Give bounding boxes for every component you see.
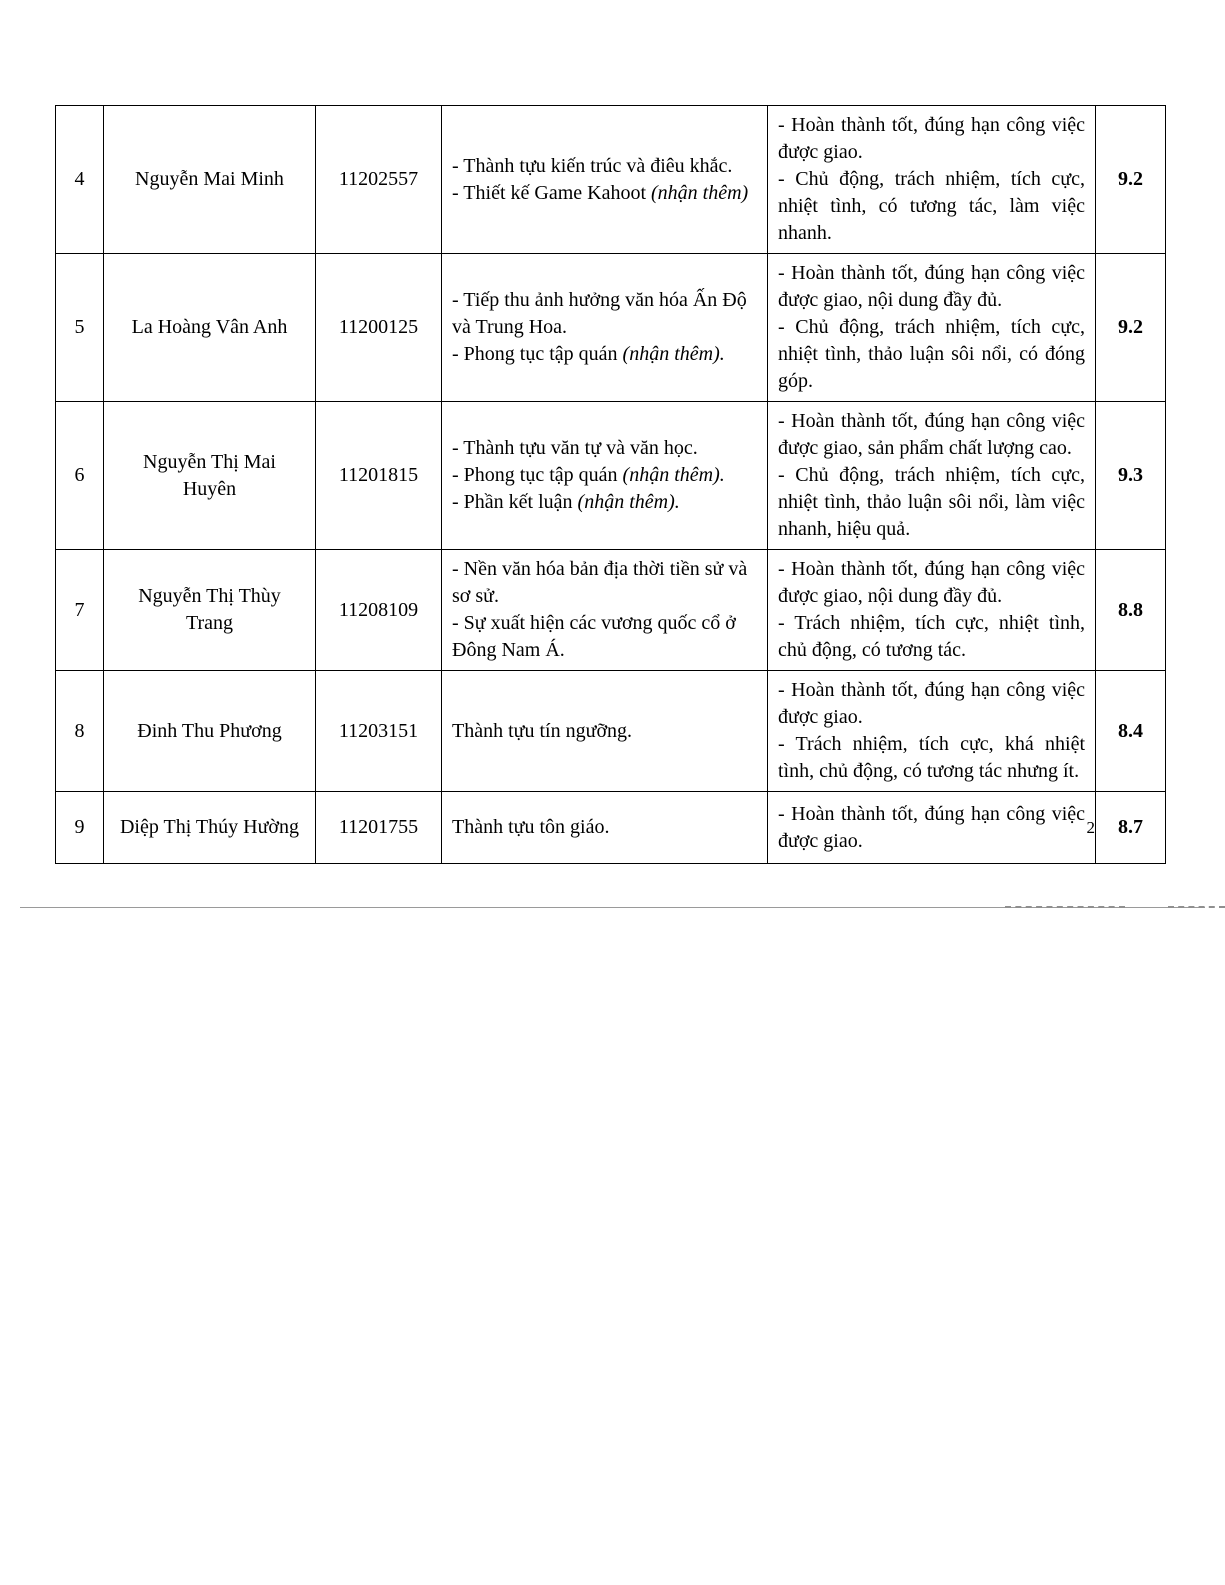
evaluation-cell bbox=[768, 402, 1096, 550]
evaluation-line: - Hoàn thành tốt, đúng hạn công việc được giao, sản phẩm chất lượng cao. bbox=[778, 410, 1085, 459]
evaluation-cell bbox=[768, 792, 1096, 864]
grades-table bbox=[55, 105, 1166, 864]
task-text: Thành tựu tín ngưỡng. bbox=[452, 719, 633, 742]
student-id-cell: 11201815 bbox=[316, 402, 442, 550]
score-cell: 8.4 bbox=[1096, 671, 1166, 792]
index-cell: 7 bbox=[56, 550, 104, 671]
evaluation-cell bbox=[768, 671, 1096, 792]
task-cell bbox=[442, 792, 768, 864]
task-cell bbox=[442, 402, 768, 550]
task-note: (nhận thêm). bbox=[622, 343, 725, 365]
student-id-cell: 11201755 bbox=[316, 792, 442, 864]
student-id-cell: 11208109 bbox=[316, 550, 442, 671]
task-text: - Phong tục tập quán bbox=[452, 343, 623, 365]
task-text: - Nền văn hóa bản địa thời tiền sử và sơ sử. bbox=[452, 558, 748, 607]
evaluation-line: - Chủ động, trách nhiệm, tích cực, nhiệt tình, thảo luận sôi nổi, có đóng góp. bbox=[778, 316, 1085, 392]
task-line bbox=[452, 435, 757, 462]
table-row bbox=[56, 402, 1166, 550]
name-cell: Diệp Thị Thúy Hường bbox=[104, 792, 316, 864]
index-cell: 5 bbox=[56, 254, 104, 402]
table-row bbox=[56, 792, 1166, 864]
score-cell: 9.2 bbox=[1096, 106, 1166, 254]
name-cell: La Hoàng Vân Anh bbox=[104, 254, 316, 402]
index-cell: 9 bbox=[56, 792, 104, 864]
task-text: - Phong tục tập quán bbox=[452, 464, 623, 486]
student-id-cell: 11200125 bbox=[316, 254, 442, 402]
task-line bbox=[452, 718, 757, 745]
task-text: - Thiết kế Game Kahoot bbox=[452, 181, 652, 204]
task-cell bbox=[442, 106, 768, 254]
score-cell: 9.2 bbox=[1096, 254, 1166, 402]
student-id-cell: 11203151 bbox=[316, 671, 442, 792]
evaluation-line: - Trách nhiệm, tích cực, khá nhiệt tình, chủ động, có tương tác nhưng ít. bbox=[778, 733, 1085, 782]
task-cell bbox=[442, 254, 768, 402]
index-cell: 4 bbox=[56, 106, 104, 254]
student-id-cell: 11202557 bbox=[316, 106, 442, 254]
task-text: Thành tựu tôn giáo. bbox=[452, 816, 610, 838]
task-note: (nhận thêm). bbox=[622, 464, 725, 486]
task-text: - Tiếp thu ảnh hưởng văn hóa Ấn Độ và Trung Hoa. bbox=[452, 289, 747, 338]
task-line bbox=[452, 153, 757, 180]
page-break-dashes bbox=[1168, 906, 1225, 908]
index-cell: 6 bbox=[56, 402, 104, 550]
task-text: - Thành tựu văn tự và văn học. bbox=[452, 437, 698, 459]
page-number: 2 bbox=[1086, 818, 1095, 837]
score-cell: 8.7 bbox=[1096, 792, 1166, 864]
task-line bbox=[452, 556, 757, 610]
table-row bbox=[56, 550, 1166, 671]
task-cell bbox=[442, 550, 768, 671]
evaluation-line: - Hoàn thành tốt, đúng hạn công việc được giao. bbox=[778, 679, 1085, 728]
name-cell: Nguyễn Thị Mai Huyên bbox=[104, 402, 316, 550]
task-line bbox=[452, 462, 757, 489]
task-note: (nhận thêm) bbox=[651, 181, 749, 204]
evaluation-cell bbox=[768, 550, 1096, 671]
table-row bbox=[56, 106, 1166, 254]
evaluation-line: - Hoàn thành tốt, đúng hạn công việc được giao, nội dung đầy đủ. bbox=[778, 262, 1085, 311]
score-cell: 9.3 bbox=[1096, 402, 1166, 550]
task-line bbox=[452, 814, 757, 841]
evaluation-cell bbox=[768, 254, 1096, 402]
evaluation-line: - Trách nhiệm, tích cực, nhiệt tình, chủ động, có tương tác. bbox=[778, 612, 1085, 661]
task-line bbox=[452, 180, 757, 207]
task-text: - Sự xuất hiện các vương quốc cổ ở Đông Nam Á. bbox=[452, 612, 736, 661]
task-line bbox=[452, 489, 757, 516]
task-line bbox=[452, 287, 757, 341]
index-cell: 8 bbox=[56, 671, 104, 792]
task-note: (nhận thêm). bbox=[577, 491, 680, 513]
task-line bbox=[452, 610, 757, 664]
task-text: - Thành tựu kiến trúc và điêu khắc. bbox=[452, 154, 733, 177]
evaluation-line: - Hoàn thành tốt, đúng hạn công việc được giao, nội dung đầy đủ. bbox=[778, 558, 1085, 607]
score-cell: 8.8 bbox=[1096, 550, 1166, 671]
name-cell: Đinh Thu Phương bbox=[104, 671, 316, 792]
page-break-dashes bbox=[1005, 906, 1125, 908]
evaluation-line: - Chủ động, trách nhiệm, tích cực, nhiệt tình, có tương tác, làm việc nhanh. bbox=[778, 168, 1085, 244]
task-text: - Phần kết luận bbox=[452, 491, 578, 513]
task-line bbox=[452, 341, 757, 368]
evaluation-line: - Hoàn thành tốt, đúng hạn công việc được giao. bbox=[778, 114, 1085, 163]
name-cell: Nguyễn Mai Minh bbox=[104, 106, 316, 254]
table-row bbox=[56, 671, 1166, 792]
evaluation-cell bbox=[768, 106, 1096, 254]
name-cell: Nguyễn Thị Thùy Trang bbox=[104, 550, 316, 671]
task-cell bbox=[442, 671, 768, 792]
table-row bbox=[56, 254, 1166, 402]
evaluation-line: - Chủ động, trách nhiệm, tích cực, nhiệt tình, thảo luận sôi nổi, làm việc nhanh, hiệu quả. bbox=[778, 464, 1085, 540]
evaluation-line: - Hoàn thành tốt, đúng hạn công việc được giao. bbox=[778, 802, 1085, 852]
